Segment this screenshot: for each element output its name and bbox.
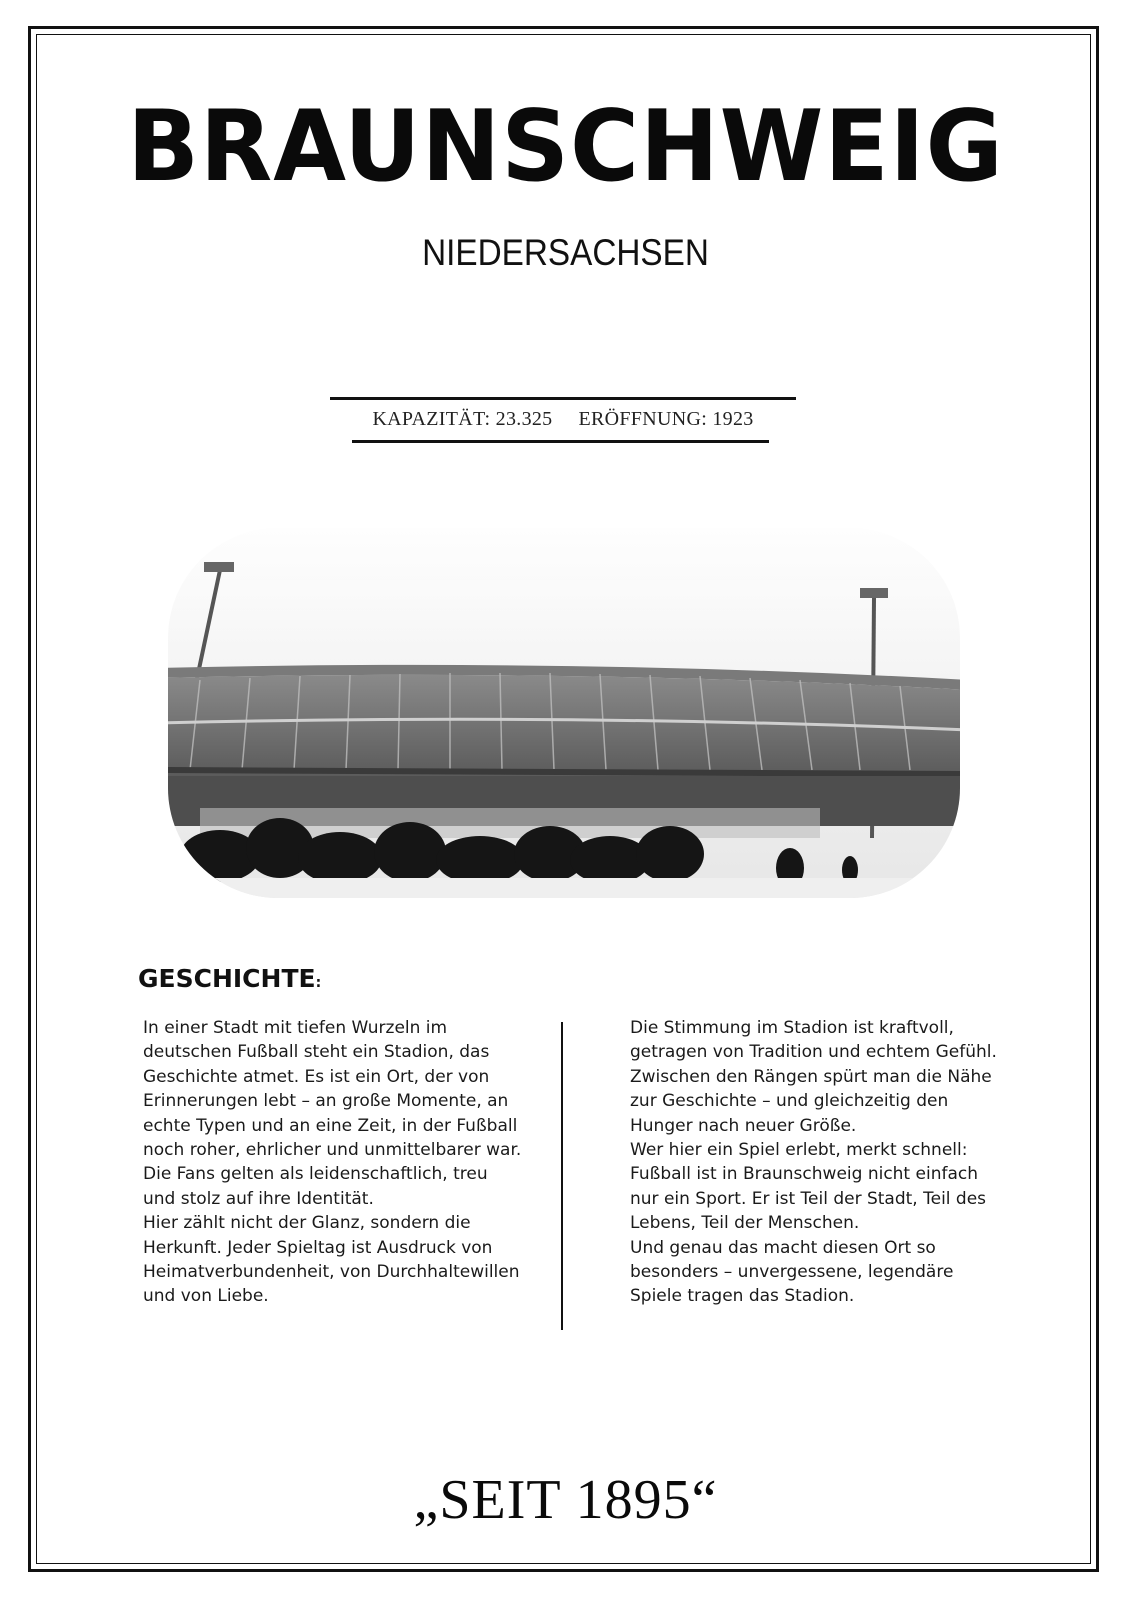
history-paragraph: Hier zählt nicht der Glanz, sondern die Herkunft. Jeder Spieltag ist Ausdruck von Heimatverbundenheit, von Durchhaltewillen und von Liebe.: [143, 1213, 520, 1307]
history-paragraph: In einer Stadt mit tiefen Wurzeln im deutschen Fußball steht ein Stadion, das Geschichte atmet. Es ist ein Ort, der von Erinnerungen lebt – an große Momente, an echte Typen und an eine Zeit, in der Fußball noch roher, ehrlicher und unmittelbarer war.: [143, 1018, 522, 1161]
column-divider: [561, 1022, 563, 1330]
specs-rule-top: [330, 397, 796, 400]
history-column-left: [143, 1016, 523, 1309]
history-column-right: [630, 1016, 1000, 1309]
stadium-specs: [330, 408, 796, 431]
history-paragraph: Die Fans gelten als leidenschaftlich, treu und stolz auf ihre Identität.: [143, 1164, 488, 1209]
history-paragraph: Und genau das macht diesen Ort so besonders – unvergessene, legendäre Spiele tragen das Stadion.: [630, 1237, 954, 1307]
history-heading-colon: :: [315, 975, 322, 991]
history-heading-text: GESCHICHTE: [138, 964, 316, 993]
specs-rule-bottom: [352, 440, 769, 443]
history-heading: [138, 964, 321, 993]
opening-text: ERÖFFNUNG: 1923: [578, 408, 754, 430]
history-paragraph: Die Stimmung im Stadion ist kraftvoll, getragen von Tradition und echtem Gefühl. Zwischen den Rängen spürt man die Nähe zur Geschichte – und gleichzeitig den Hunger nach neuer Größe.: [630, 1018, 997, 1136]
stadium-photo: [160, 508, 970, 938]
history-paragraph: Wer hier ein Spiel erlebt, merkt schnell: Fußball ist in Braunschweig nicht einfach nur ein Sport. Er ist Teil der Stadt, Teil des Lebens, Teil der Menschen.: [630, 1140, 987, 1234]
founding-motto: „SEIT 1895“: [413, 1469, 718, 1531]
capacity-text: KAPAZITÄT: 23.325: [372, 408, 553, 430]
page-subtitle: NIEDERSACHSEN: [422, 232, 709, 273]
page-title: BRAUNSCHWEIG: [127, 90, 1004, 204]
